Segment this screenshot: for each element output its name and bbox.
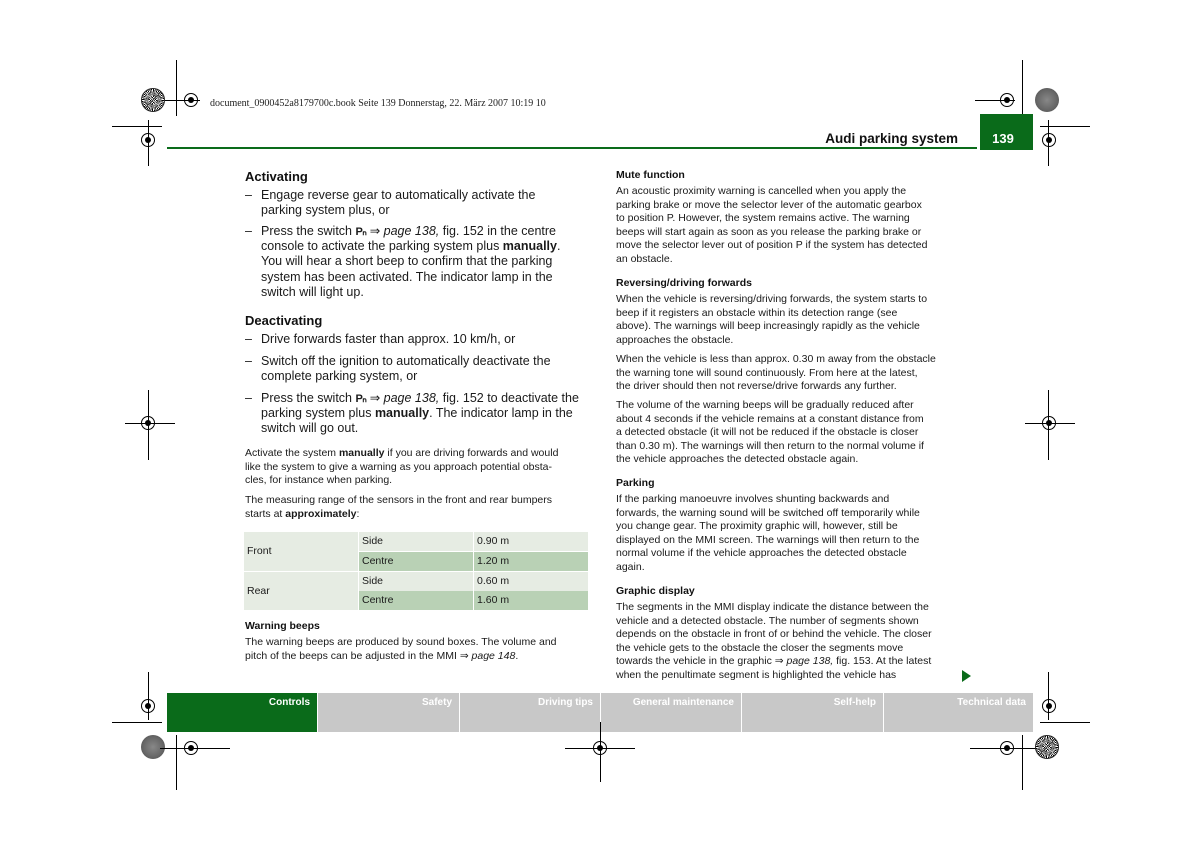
table-cell-label: Side xyxy=(359,572,473,591)
page-reference-link[interactable]: page 148 xyxy=(471,649,516,662)
starburst-mark xyxy=(141,88,165,112)
measuring-range-paragraph: The measuring range of the sensors in the front and rear bumpers starts at approximately: xyxy=(245,494,553,520)
mute-function-heading: Mute function xyxy=(616,169,685,181)
tab-driving-tips[interactable]: Driving tips xyxy=(460,693,600,732)
table-cell-value: 0.60 m xyxy=(474,572,588,591)
page-number: 139 xyxy=(992,131,1014,146)
activating-heading: Activating xyxy=(245,169,308,184)
reversing-paragraph-3: The volume of the warning beeps will be gradually reduced after about 4 seconds if the vehicle remains at a constant distance from a detected obstacle (it will not be reduced if the obstacle is closer than 0.30 m). The warnings will then return to the normal volume if the vehicle approaches the detected obstacle again. xyxy=(616,399,924,465)
tab-technical-data[interactable]: Technical data xyxy=(884,693,1033,732)
tab-safety[interactable]: Safety xyxy=(318,693,459,732)
page-title: Audi parking system xyxy=(825,131,958,146)
reversing-paragraph-1: When the vehicle is reversing/driving forwards, the system starts to beep if it registers an obstacle within its detection range (see above). The warnings will beep increasingly rapidly as the vehicle approaches the obstacle. xyxy=(616,293,928,346)
parking-switch-icon: Pₙ xyxy=(355,226,367,238)
tab-controls[interactable]: Controls xyxy=(167,693,317,732)
parking-paragraph: If the parking manoeuvre involves shunting backwards and forwards, the warning sound will be switched off temporarily while you change gear. The proximity graphic will, however, still be displayed on the MMI screen. The warnings will then return to the normal volume if the vehicle approaches the detected obstacle again. xyxy=(616,493,920,573)
manual-activation-paragraph: Activate the system manually if you are driving forwards and would like the system to give a warning as you approach potential obsta- cles, for instance when parking. xyxy=(245,447,559,486)
reversing-heading: Reversing/driving forwards xyxy=(616,277,752,289)
page-reference-link[interactable]: page 138, xyxy=(786,655,834,667)
table-cell-label: Side xyxy=(359,532,473,551)
table-cell-label: Centre xyxy=(359,591,473,610)
graphic-display-paragraph: The segments in the MMI display indicate the distance between the vehicle and a detected obstacle. The number of segments shown depends on the obstacle in front of or behind the vehicle. The closer the vehicle gets to the obstacle the closer the segments move towards the vehicle in the graphic ⇒ page 138, fig. 153. At the latest when the penultimate segment is highlighted the vehicle has xyxy=(616,601,932,681)
grey-disk-mark xyxy=(1035,88,1059,112)
table-cell-group: Rear xyxy=(244,572,358,610)
parking-heading: Parking xyxy=(616,477,655,489)
table-cell-group: Front xyxy=(244,532,358,571)
parking-switch-icon: Pₙ xyxy=(355,393,367,405)
graphic-display-heading: Graphic display xyxy=(616,585,695,597)
table-cell-value: 1.20 m xyxy=(474,552,588,571)
tab-general-maintenance[interactable]: General maintenance xyxy=(601,693,741,732)
mute-function-paragraph: An acoustic proximity warning is cancelled when you apply the parking brake or move the selector lever of the automatic gearbox to position P. However, the system remains active. The warning beeps will start again as soon as you release the parking brake or move the selector lever out of position P if the system has detected an obstacle. xyxy=(616,185,928,265)
reversing-paragraph-2: When the vehicle is less than approx. 0.30 m away from the obstacle the warning tone will sound continuously. From here at the latest, the driver should then not reverse/drive forwards any further. xyxy=(616,353,936,392)
continue-arrow-icon[interactable] xyxy=(962,670,971,682)
header-rule xyxy=(167,147,977,149)
tab-self-help[interactable]: Self-help xyxy=(742,693,883,732)
print-file-line: document_0900452a8179700c.book Seite 139 Donnerstag, 22. März 2007 10:19 10 xyxy=(210,98,546,109)
table-cell-value: 1.60 m xyxy=(474,591,588,610)
deactivating-heading: Deactivating xyxy=(245,313,323,328)
page-reference-link[interactable]: page 138, xyxy=(383,391,440,405)
page-reference-link[interactable]: page 138, xyxy=(383,224,440,238)
warning-beeps-heading: Warning beeps xyxy=(245,620,320,632)
warning-beeps-paragraph: The warning beeps are produced by sound boxes. The volume and pitch of the beeps can be adjusted in the MMI ⇒ page 148. xyxy=(245,636,557,662)
table-cell-label: Centre xyxy=(359,552,473,571)
table-cell-value: 0.90 m xyxy=(474,532,588,551)
